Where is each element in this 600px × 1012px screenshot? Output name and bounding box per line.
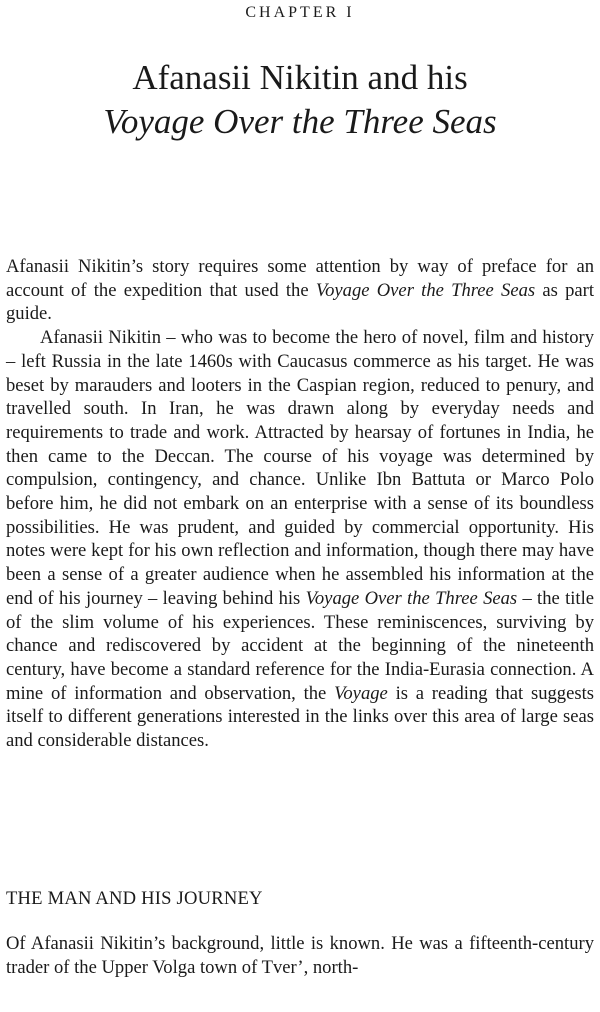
paragraph-1	[6, 255, 594, 326]
paragraph-2-text-c: is a reading that suggests itself to different generations interested in the links over this area of large seas and considerable distances.	[6, 682, 594, 752]
paragraph-1-text-b: as part guide.	[6, 279, 594, 325]
chapter-label: CHAPTER I	[245, 4, 355, 21]
paragraph-2-text-b: – the title of the slim volume of his experiences. These reminiscences, surviving by chance and rediscovered by accident at the beginning of the nineteenth century, have become a standard reference for the India-Eurasia connection. A mine of information and observation, the	[6, 587, 594, 704]
book-title-reference: Voyage Over the Three Seas	[315, 279, 536, 301]
paragraph-1-text-a: Afanasii Nikitin’s story requires some attention by way of preface for an account of the expedition that used the	[6, 256, 594, 301]
paragraph-2	[6, 326, 594, 753]
book-title-reference: Voyage Over the Three Seas	[305, 587, 518, 609]
section-text	[6, 932, 594, 979]
paragraph-2-text-a: Afanasii Nikitin – who was to become the hero of novel, film and history – left Russia in the late 1460s with Caucasus commerce as his target. He was beset by marauders and looters in the Caspian region, reduced to penury, and travelled south. In Iran, he was drawn along by everyday needs and requirements to trade and work. Attracted by hearsay of fortunes in India, he then came to the Deccan. The course of his voyage was determined by compulsion, contingency, and chance. Unlike Ibn Battuta or Marco Polo before him, he did not embark on an enterprise with a sense of its boundless possibilities. He was prudent, and guided by commercial opportunity. His notes were kept for his own reflection and information, though there may have been a sense of a greater audience when he assembled his information at the end of his journey – leaving behind his	[6, 327, 594, 609]
chapter-title-line-1: Afanasii Nikitin and his	[132, 58, 468, 97]
chapter-title-line-2: Voyage Over the Three Seas	[103, 102, 497, 141]
intro-text	[6, 255, 594, 753]
section-heading: THE MAN AND HIS JOURNEY	[6, 888, 263, 909]
book-title-short-reference: Voyage	[334, 682, 388, 704]
section-paragraph-1: Of Afanasii Nikitin’s background, little is known. He was a fifteenth-century trader of the Upper Volga town of Tver’, north-	[6, 933, 594, 978]
